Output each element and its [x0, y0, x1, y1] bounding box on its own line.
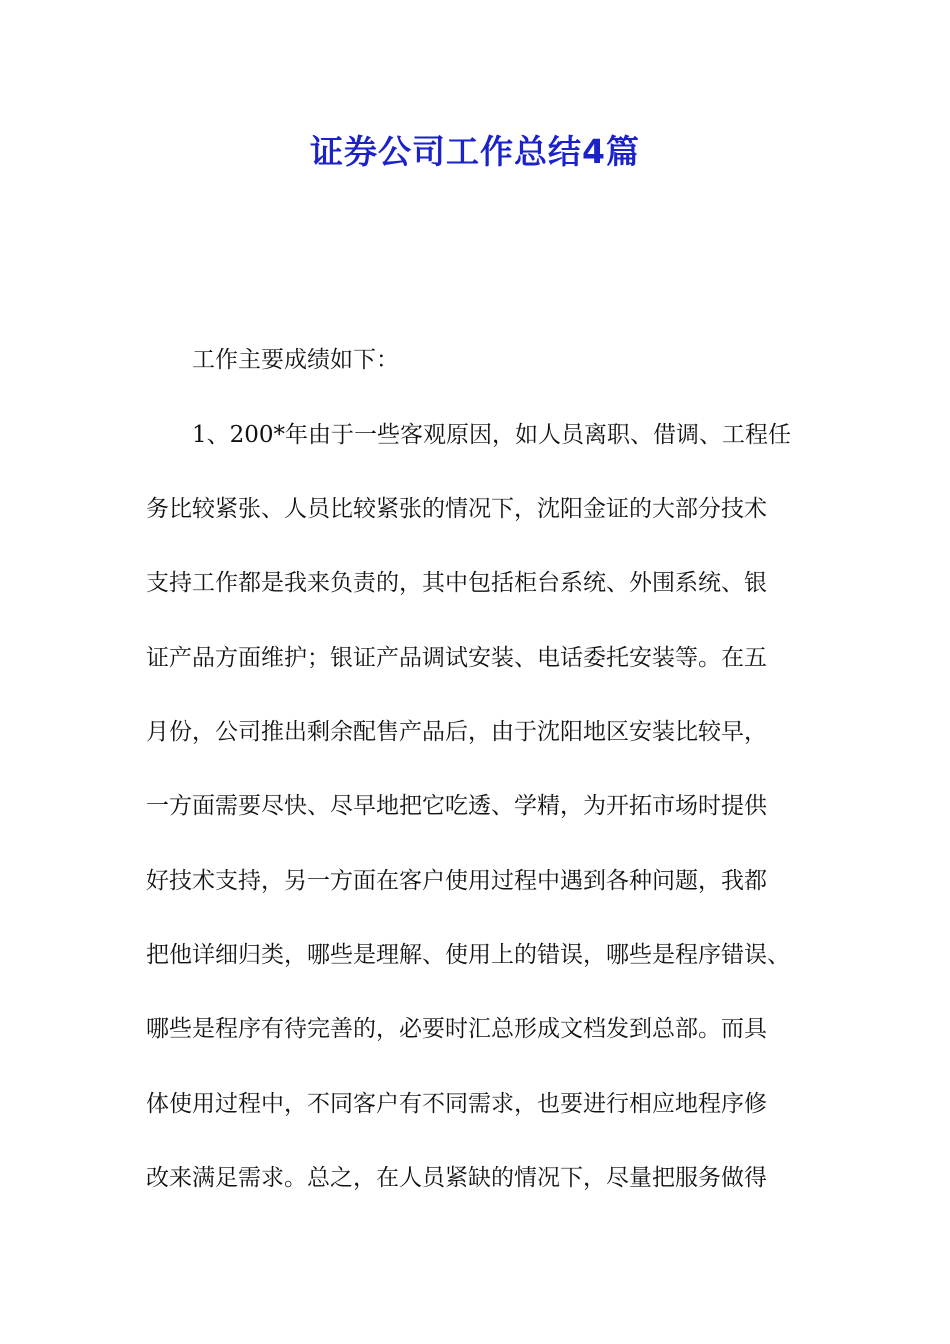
- body-line: 1、200*年由于一些客观原因，如人员离职、借调、工程任: [192, 422, 792, 448]
- body-line: 月份，公司推出剩余配售产品后，由于沈阳地区安装比较早，: [146, 719, 767, 745]
- body-line: 好技术支持，另一方面在客户使用过程中遇到各种问题，我都: [146, 868, 767, 894]
- body-line: 改来满足需求。总之，在人员紧缺的情况下，尽量把服务做得: [146, 1165, 767, 1191]
- document-title: 证券公司工作总结4篇: [310, 132, 640, 171]
- body-line: 一方面需要尽快、尽早地把它吃透、学精，为开拓市场时提供: [146, 793, 767, 819]
- body-line: 把他详细归类，哪些是理解、使用上的错误，哪些是程序错误、: [146, 942, 790, 968]
- body-line: 证产品方面维护；银证产品调试安装、电话委托安装等。在五: [146, 645, 767, 671]
- body-line: 支持工作都是我来负责的，其中包括柜台系统、外围系统、银: [146, 570, 767, 596]
- body-line: 务比较紧张、人员比较紧张的情况下，沈阳金证的大部分技术: [146, 496, 767, 522]
- body-line: 哪些是程序有待完善的，必要时汇总形成文档发到总部。而具: [146, 1016, 767, 1042]
- body-line: 工作主要成绩如下：: [192, 347, 399, 373]
- body-line: 体使用过程中，不同客户有不同需求，也要进行相应地程序修: [146, 1091, 767, 1117]
